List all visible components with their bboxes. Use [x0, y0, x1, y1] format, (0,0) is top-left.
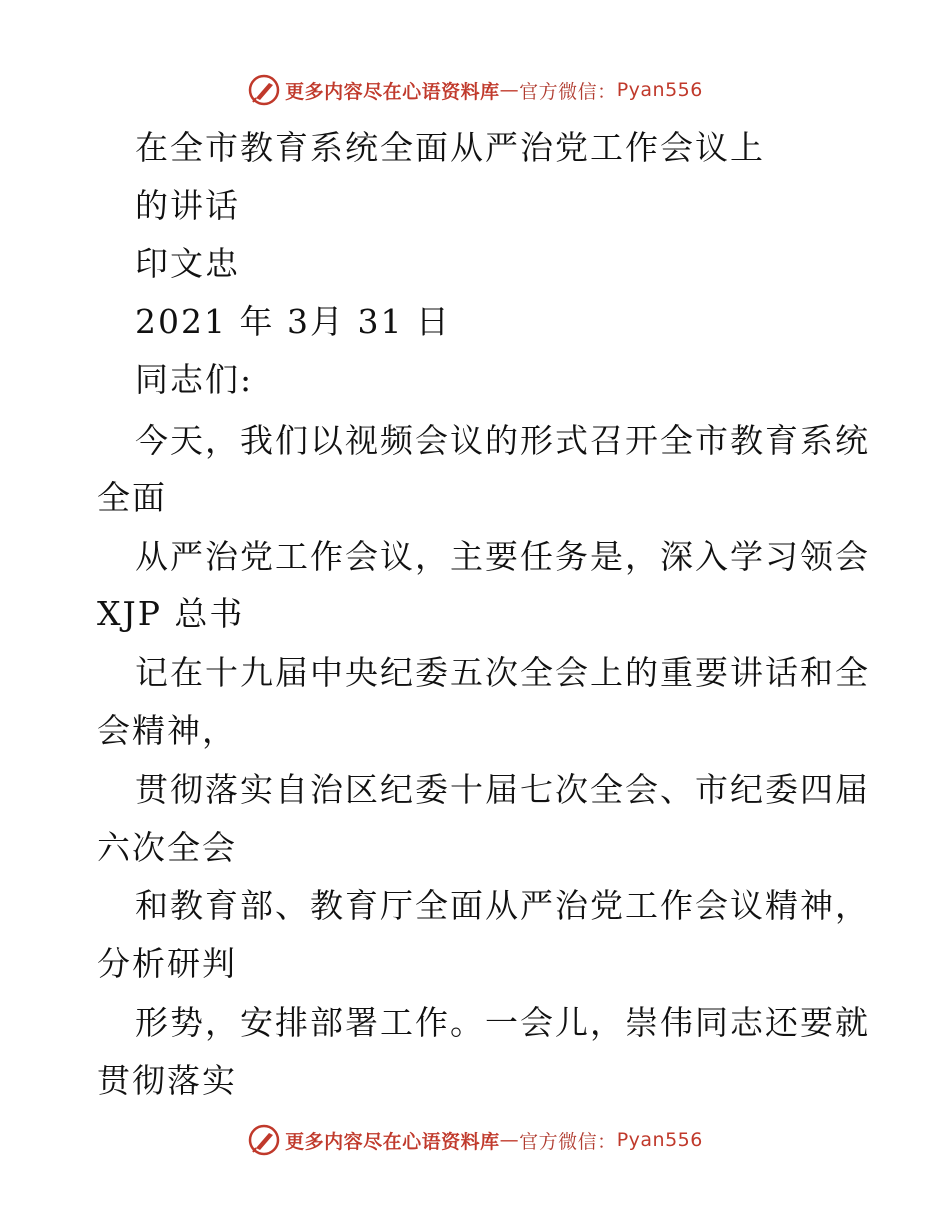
body-line: 今天，我们以视频会议的形式召开全市教育系统: [135, 421, 870, 460]
footer-watermark: [0, 1122, 950, 1158]
body-line: 全面: [97, 478, 167, 517]
title-line-2: 的讲话: [135, 186, 240, 225]
body-line: 会精神，: [97, 711, 237, 750]
date: 2021 年 3月 31 日: [135, 302, 451, 341]
quill-logo-icon: [247, 73, 281, 107]
body-line: 分析研判: [97, 944, 237, 983]
watermark-dash: —: [499, 79, 520, 101]
watermark-wechat-label: 官方微信：: [519, 80, 617, 103]
body-line: XJP 总书: [97, 594, 245, 633]
watermark-wechat-label: 官方微信：: [519, 1130, 617, 1153]
salutation: 同志们:: [135, 360, 254, 399]
title-line-1: 在全市教育系统全面从严治党工作会议上: [135, 128, 765, 167]
watermark-site-text: 更多内容尽在心语资料库: [285, 80, 500, 103]
body-line: 贯彻落实自治区纪委十届七次全会、市纪委四届: [135, 770, 870, 809]
watermark-account: Pyan556: [616, 79, 703, 101]
watermark-dash: —: [499, 1129, 520, 1151]
watermark-site-text: 更多内容尽在心语资料库: [285, 1130, 500, 1153]
header-watermark: [0, 72, 950, 108]
watermark-account: Pyan556: [616, 1129, 703, 1151]
quill-logo-icon: [247, 1123, 281, 1157]
body-line: 记在十九届中央纪委五次全会上的重要讲话和全: [135, 653, 870, 692]
body-line: 六次全会: [97, 828, 237, 867]
body-line: 和教育部、教育厅全面从严治党工作会议精神，: [135, 886, 870, 925]
author: 印文忠: [135, 244, 240, 283]
body-line: 形势，安排部署工作。一会儿，崇伟同志还要就: [135, 1003, 870, 1042]
body-line: 贯彻落实: [97, 1061, 237, 1100]
body-line: 从严治党工作会议，主要任务是，深入学习领会: [135, 537, 870, 576]
